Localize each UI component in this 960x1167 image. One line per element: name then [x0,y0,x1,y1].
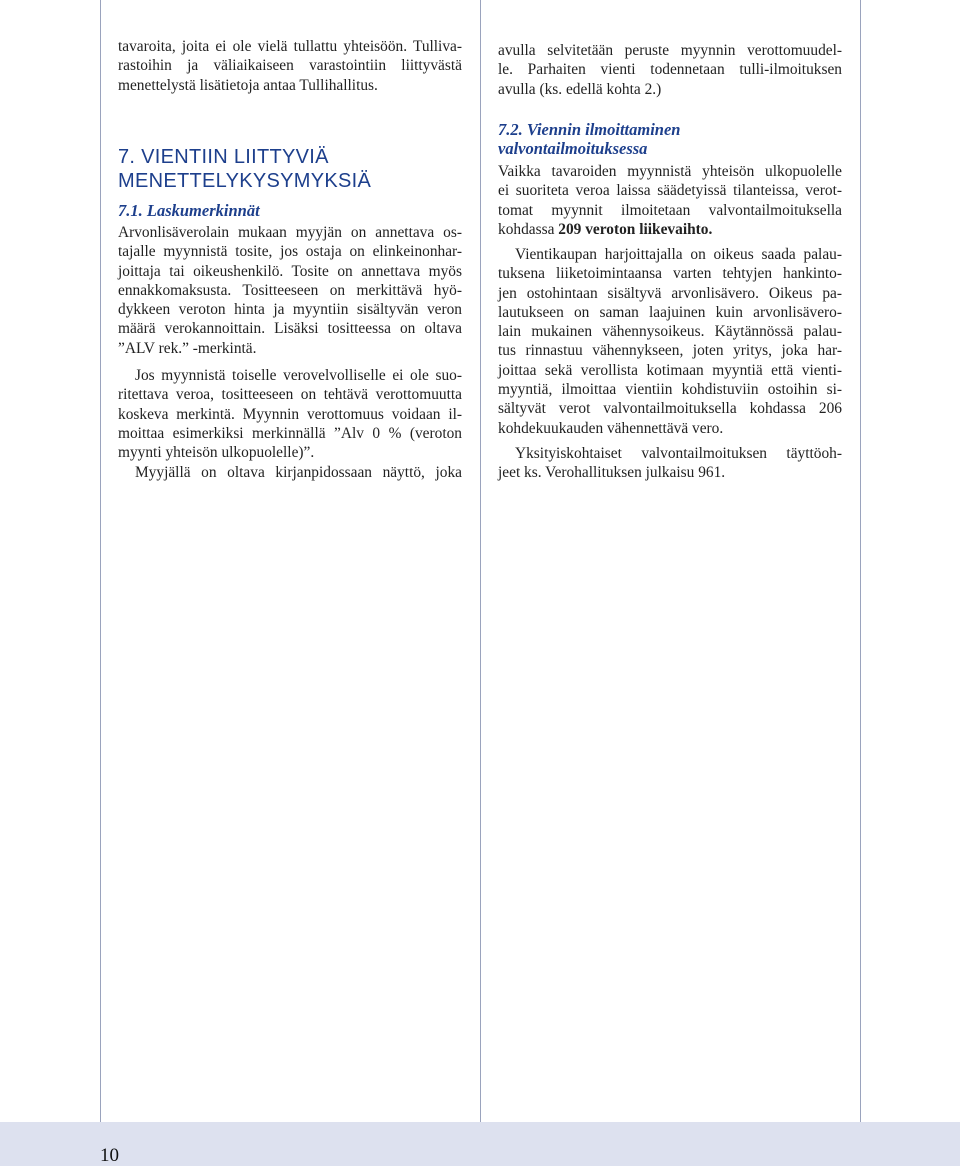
text-line: le. Parhaiten vienti todennetaan tulli-ilmoituksen [498,61,842,79]
text-line: koskeva merkintä. Myynnin verottomuus voidaan il- [118,405,462,423]
text-line: avulla (ks. edellä kohta 2.) [498,80,662,98]
right-paragraph-1 [498,162,842,239]
text-line: jen ostohintaan sisältyvä arvonlisävero. Oikeus pa- [498,284,842,302]
bold-text-fragment: 209 veroton liikevaihto. [558,220,713,238]
text-line: määrä verokannoittain. Lisäksi tositteessa on oltava [118,320,462,338]
text-line: myyntiä, ilmoittaa vientiin kohdistuviin ostoihin si- [498,381,842,399]
subsection-title-line: 7.2. Viennin ilmoittaminen [498,120,681,139]
text-line: jeet ks. Verohallituksen julkaisu 961. [498,464,726,482]
text-line: Myyjällä on oltava kirjanpidossaan näyttö, joka [135,464,462,481]
text-line: tavaroita, joita ei ole vielä tullattu yhteisöön. Tulliva- [118,38,462,55]
text-line: ei suoriteta veroa laissa säädetyissä tilanteissa, verot- [498,182,842,200]
left-intro-paragraph [118,37,462,95]
left-paragraph-3 [118,463,462,482]
text-line: tus rinnastuu vähennykseen, joten yritys, joka har- [498,342,842,360]
right-paragraph-2 [498,245,842,438]
text-line: Yksityiskohtaiset valvontailmoituksen täyttöoh- [515,445,842,462]
text-line: ennakkomaksusta. Tositteeseen on merkittävä hyö- [118,281,462,299]
text-line: lautukseen on saman laajuinen kuin arvonlisävero- [498,303,842,321]
text-line: myynti yhteisön ulkopuolelle)”. [118,444,315,462]
subsection-title-7-2 [498,120,842,158]
text-line: sältyvät verot valvontailmoituksella kohdassa 206 [498,400,842,418]
text-line: avulla selvitetään peruste myynnin verottomuudel- [498,42,842,59]
subsection-title-text: 7.1. Laskumerkinnät [118,201,260,220]
text-fragment: kohdassa [498,220,559,238]
text-line: ”ALV rek.” -merkintä. [118,339,257,357]
subsection-title-7-1 [118,201,462,220]
left-paragraph-1 [118,223,462,358]
text-line: Vaikka tavaroiden myynnistä yhteisön ulkopuolelle [498,163,842,180]
section-title-line: 7. VIENTIIN LIITTYVIÄ [118,146,329,168]
text-line: ritettava veroa, tositteeseen on tehtävä verottomuutta [118,386,462,404]
text-line: Jos myynnistä toiselle verovelvolliselle ei ole suo- [135,367,462,384]
text-line: moittaa esimerkiksi merkinnällä ”Alv 0 % (veroton [118,424,462,442]
text-line: menettelystä lisätietoja antaa Tullihallitus. [118,76,378,94]
text-line: rastoihin ja väliaikaiseen varastointiin liittyvästä [118,57,462,75]
text-line: lain mukainen vähennysoikeus. Käytännössä palau- [498,323,842,341]
right-paragraph-3 [498,444,842,483]
right-intro-paragraph [498,41,842,99]
text-line: kohdekuukauden vähennettävä vero. [498,419,724,437]
subsection-title-line: valvontailmoituksessa [498,139,648,158]
text-line: dykkeen veroton hinta ja myyntiin sisältyvän veron [118,301,462,319]
right-margin-rule [860,0,861,1122]
column-divider-rule [480,0,481,1122]
text-line: Vientikaupan harjoittajalla on oikeus saada palau- [515,246,842,263]
text-line: tuksena liiketoimintaansa varten tehtyjen hankinto- [498,265,842,283]
text-line: joittaa sekä verollista kotimaan myyntiä että vienti- [498,361,842,379]
text-line: tomat myynnit ilmoitetaan valvontailmoituksella [498,201,842,219]
left-paragraph-2 [118,366,462,462]
text-line [498,220,842,239]
page-number: 10 [100,1145,119,1166]
left-margin-rule [100,0,101,1122]
section-title-line: MENETTELYKYSYMYKSIÄ [118,170,372,192]
text-line: joittaja tai oikeushenkilö. Tosite on annettava myös [118,262,462,280]
text-line: tajalle myynnistä tosite, jos ostaja on elinkeinonhar- [118,243,462,261]
page-footer-band [0,1122,960,1166]
section-title [118,145,462,193]
text-line: Arvonlisäverolain mukaan myyjän on annettava os- [118,224,462,241]
